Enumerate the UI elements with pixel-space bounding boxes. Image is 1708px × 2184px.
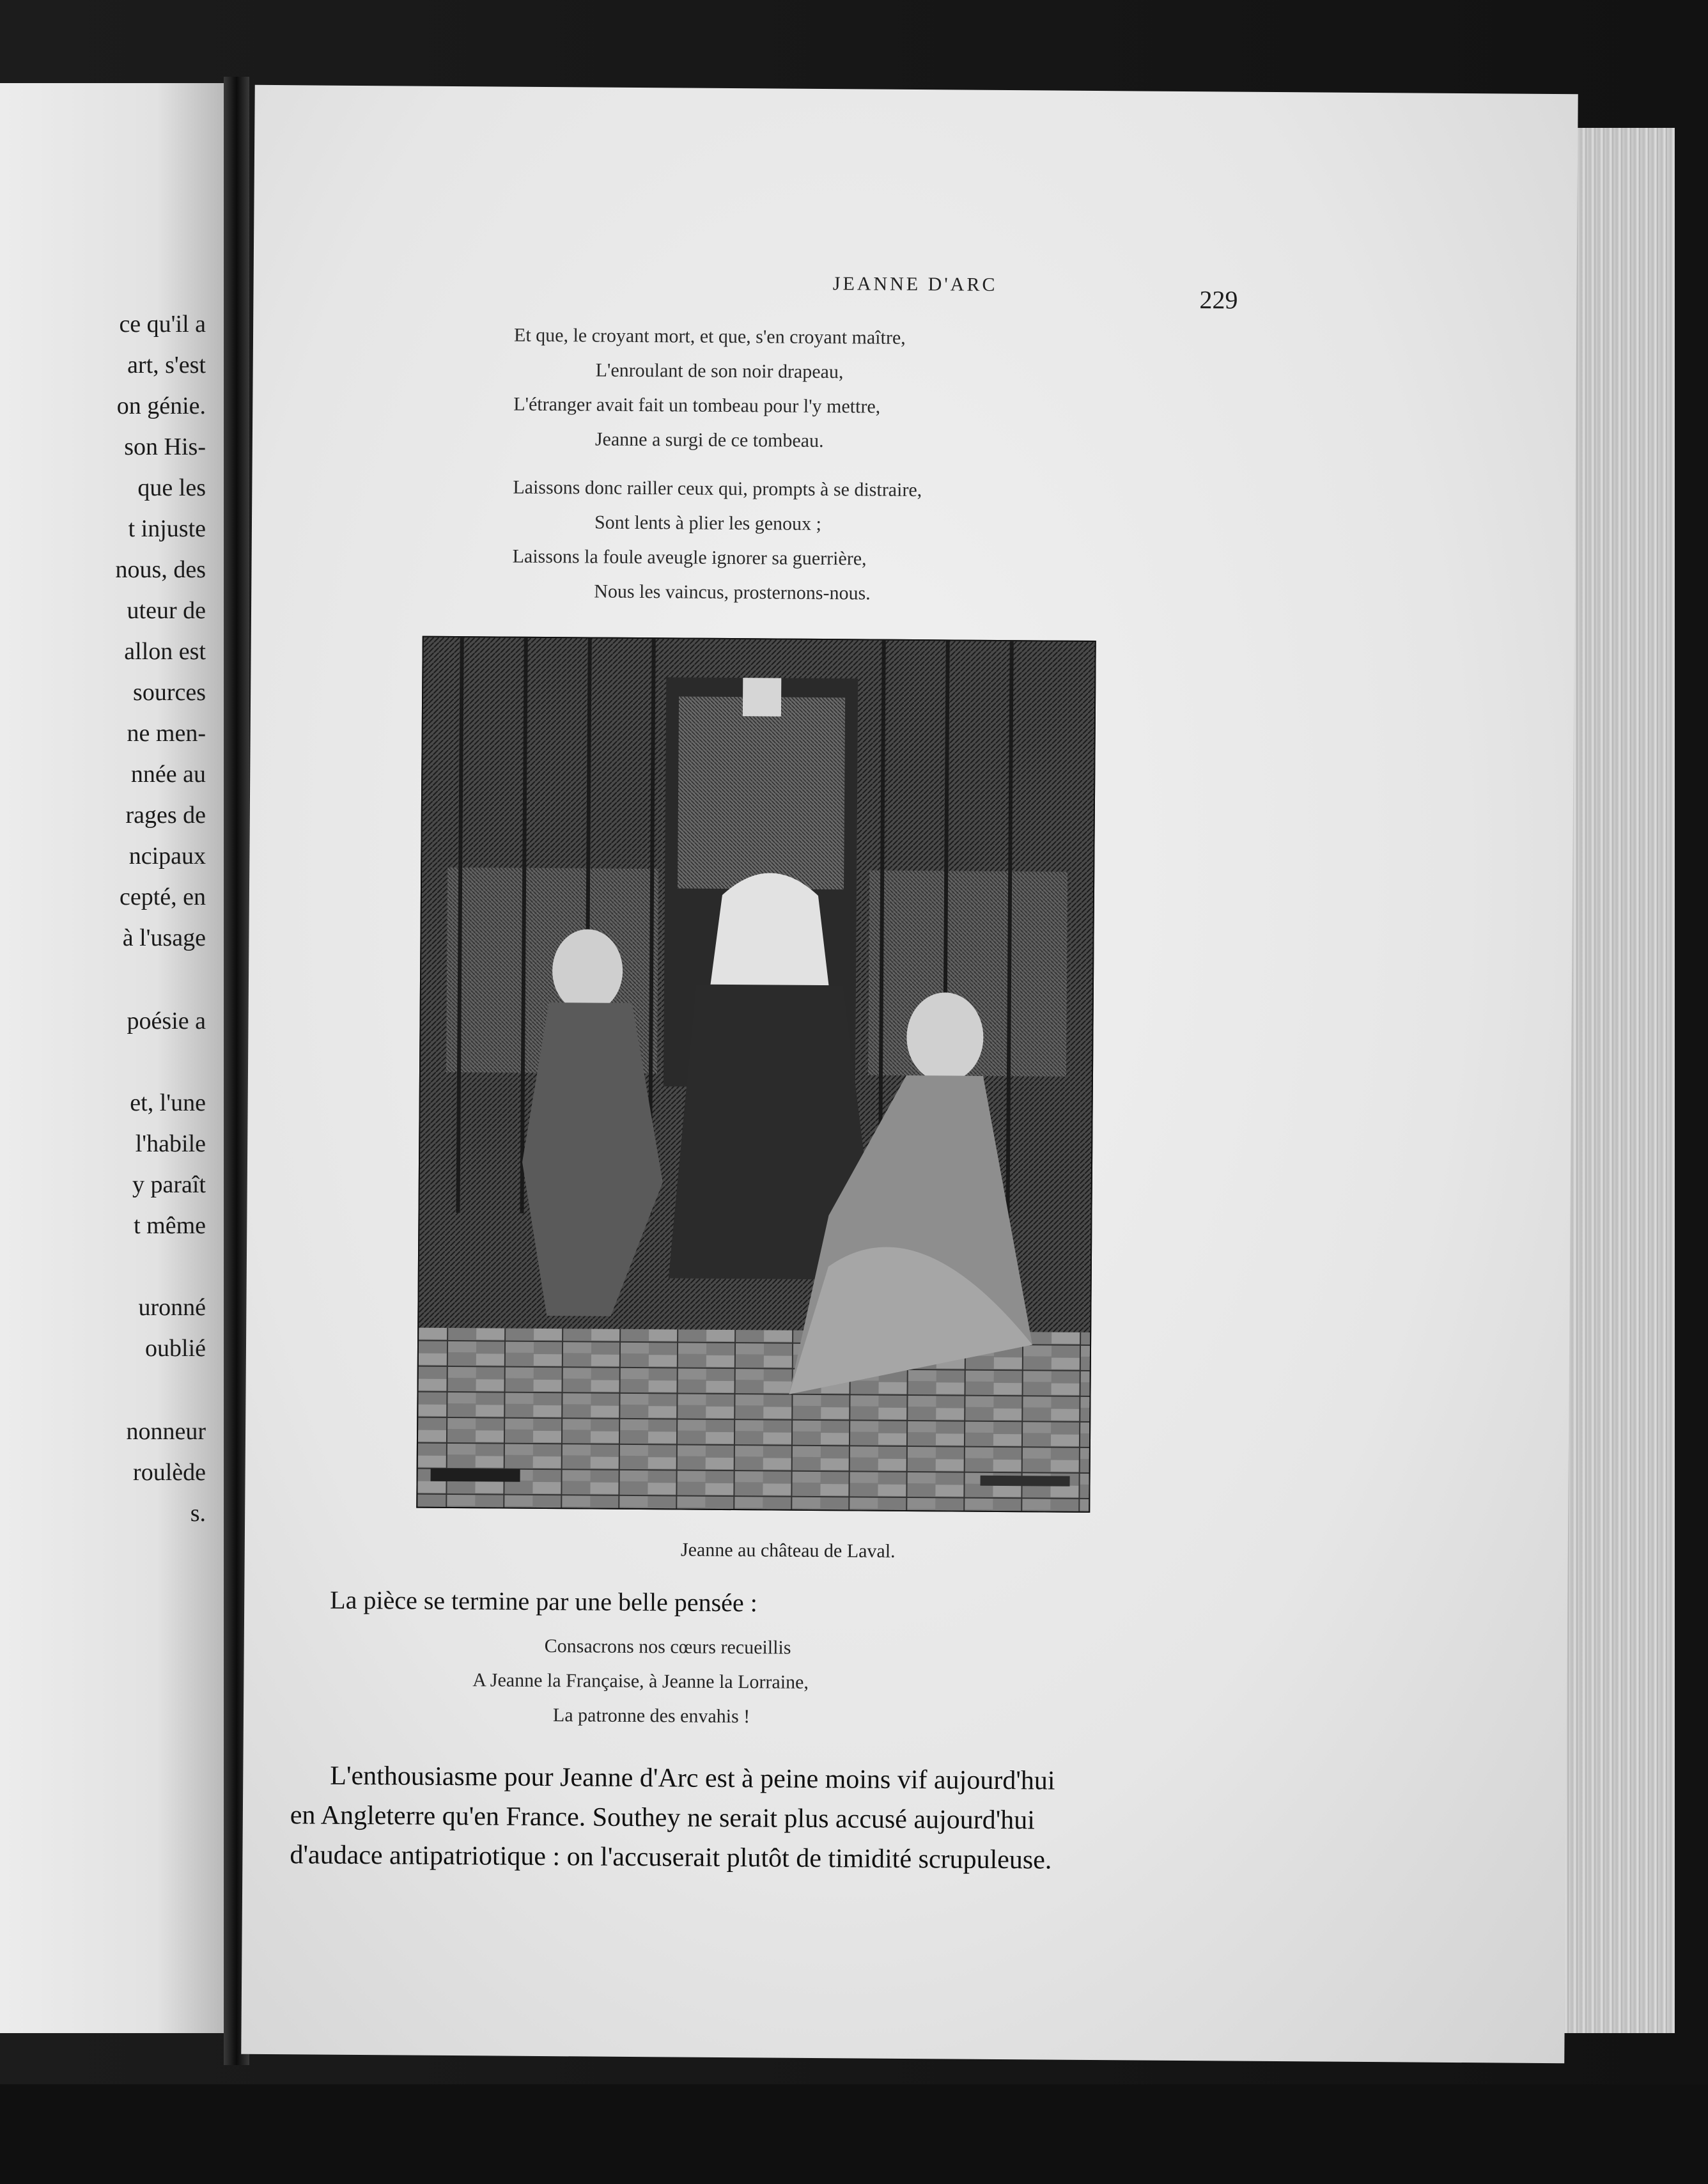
left-page-line: cepté, en [119,884,206,910]
left-page-line: poésie a [127,1008,206,1034]
left-page-line: ce qu'il a [119,311,206,338]
verse-line: Sont lents à plier les genoux ; [594,511,822,535]
left-page-line: t même [134,1212,206,1239]
scan-bottom-border [0,2084,1708,2184]
verse-line: Jeanne a surgi de ce tombeau. [594,428,824,452]
quote-line: A Jeanne la Française, à Jeanne la Lorraine, [472,1669,809,1693]
left-page-line: roulède [133,1459,206,1486]
verse-line: Et que, le croyant mort, et que, s'en croyant maître, [513,324,906,348]
left-page-line: nnée au [130,761,206,788]
left-page-line: uronné [138,1294,206,1321]
left-page-line: t injuste [128,515,206,542]
verse-line: Laissons donc railler ceux qui, prompts à se distraire, [513,476,922,501]
verse-line: Nous les vaincus, prosternons-nous. [594,581,871,604]
left-page-line: rages de [125,802,206,829]
page-edges [1560,128,1675,2033]
left-page-line: nous, des [115,556,206,583]
left-page-line: allon est [124,638,206,665]
engraving-illustration [416,636,1096,1513]
quote-line: La patronne des envahis ! [552,1704,750,1728]
left-page-line: ncipaux [128,843,206,870]
left-facing-page [0,83,224,2033]
left-page-line: ne men- [127,720,206,747]
left-page-line: y paraît [132,1171,206,1198]
verse-line: L'enroulant de son noir drapeau, [595,359,844,383]
page-number: 229 [1199,285,1238,315]
paragraph-line: d'audace antipatriotique : on l'accuserait plutôt de timidité scrupuleuse. [290,1840,1052,1875]
paragraph-line: en Angleterre qu'en France. Southey ne serait plus accusé aujourd'hui [290,1800,1036,1836]
left-page-line: s. [190,1500,206,1527]
lead-sentence: La pièce se termine par une belle pensée : [330,1585,757,1618]
paragraph-line: L'enthousiasme pour Jeanne d'Arc est à peine moins vif aujourd'hui [330,1761,1055,1796]
left-page-line: uteur de [127,597,206,624]
right-page [241,85,1578,2063]
left-page-line: que les [137,474,206,501]
left-page-line: à l'usage [122,924,206,951]
left-page-line: nonneur [126,1418,206,1445]
left-page-line: oublié [145,1335,206,1362]
verse-line: L'étranger avait fait un tombeau pour l'y mettre, [513,393,881,417]
quote-line: Consacrons nos cœurs recueillis [544,1635,791,1658]
left-page-line: sources [133,679,206,706]
left-page-line: on génie. [116,393,206,419]
running-head: JEANNE D'ARC [832,273,998,295]
left-page-line: art, s'est [127,352,206,378]
verse-line: Laissons la foule aveugle ignorer sa guerrière, [512,545,867,570]
illustration-caption: Jeanne au château de Laval. [680,1539,896,1562]
left-page-line: l'habile [135,1130,206,1157]
left-page-line: son His- [124,433,206,460]
left-page-line: et, l'une [130,1089,206,1116]
